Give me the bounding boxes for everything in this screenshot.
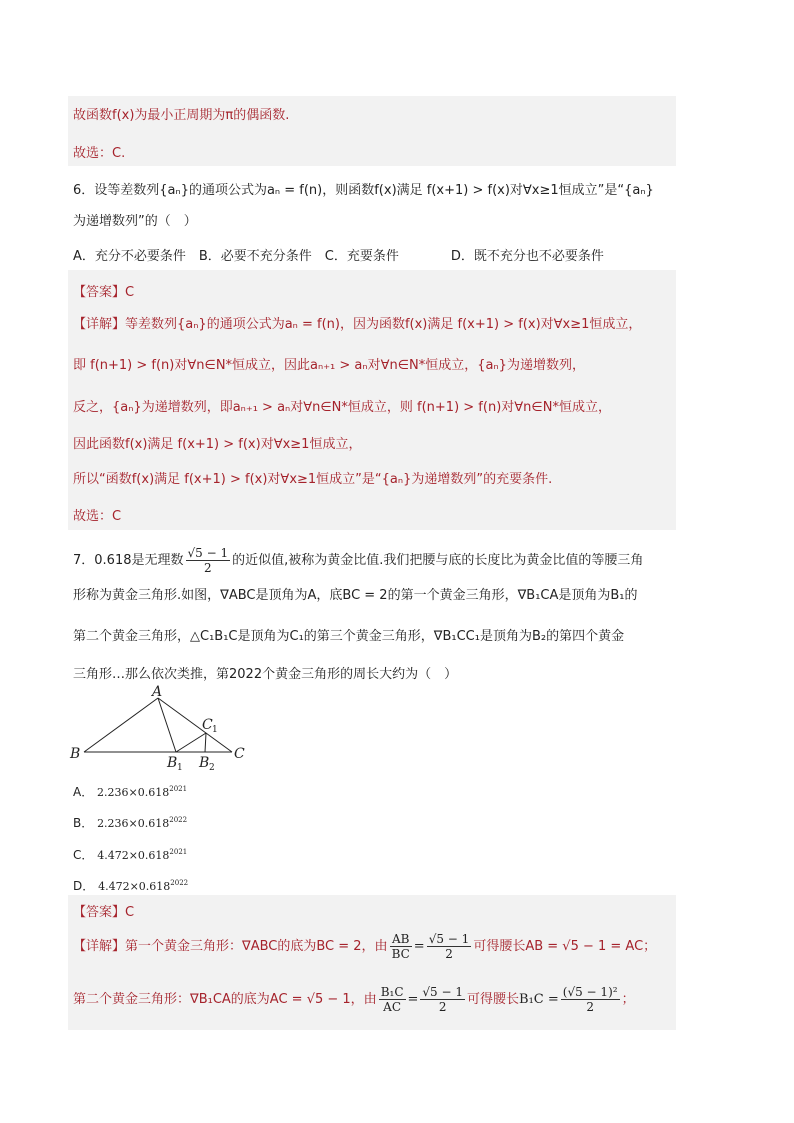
fraction-numerator: √5 − 1	[428, 932, 470, 946]
golden-ratio-fraction	[420, 985, 465, 1014]
solution-choice: 故选：C.	[73, 146, 126, 161]
answer-6-detail-3: 反之，{aₙ}为递增数列，即aₙ₊₁ > aₙ对∀n∈N*恒成立，则 f(n+1) > f(n)对∀n∈N*恒成立，	[73, 400, 611, 415]
vertex-A: A	[152, 684, 163, 700]
option-exponent: 2021	[169, 848, 188, 856]
option-value: 4.472×0.618	[97, 849, 170, 862]
answer-7-detail-2	[73, 980, 635, 1020]
question-7-line1	[73, 545, 643, 577]
fraction-numerator: √5 − 1	[422, 985, 464, 999]
answer-6-detail-6: 故选：C	[73, 509, 122, 524]
question-6-line1: 6．设等差数列{aₙ}的通项公式为aₙ = f(n)，则函数f(x)满足 f(x+1) > f(x)对∀x≥1恒成立”是“{aₙ}	[73, 183, 654, 198]
detail-text: 可得腰长AB = √5 − 1 = AC；	[473, 939, 657, 954]
leg-fraction	[561, 985, 620, 1014]
fraction-numerator: AB	[390, 932, 412, 947]
fraction-denominator: AC	[383, 1000, 402, 1014]
q7-intro: 7．0.618是无理数	[73, 553, 184, 568]
answer-6-detail-4: 因此函数f(x)满足 f(x+1) > f(x)对∀x≥1恒成立，	[73, 437, 362, 452]
equals-sign: =	[413, 939, 425, 954]
side-AC	[158, 698, 232, 752]
detail-text: ；	[621, 992, 635, 1007]
fraction-denominator: 2	[438, 1000, 447, 1014]
answer-7-detail-1	[73, 930, 656, 964]
vertex-B1: B	[167, 755, 178, 771]
fraction-denominator: 2	[586, 1000, 594, 1014]
leg-expression: B₁C =	[519, 992, 559, 1007]
option-label: A．	[73, 785, 94, 799]
detail-text: 可得腰长	[467, 992, 520, 1007]
detail-text: 第二个黄金三角形：∇B₁CA的底为AC = √5 − 1，由	[73, 992, 377, 1007]
vertex-C: C	[234, 746, 245, 762]
option-D	[73, 874, 188, 896]
question-7-line4: 三角形…那么依次类推，第2022个黄金三角形的周长大约为（ ）	[73, 667, 458, 682]
option-value: 4.472×0.618	[98, 880, 171, 893]
fraction-denominator: 2	[203, 561, 212, 575]
vertex-C1-sub: 1	[212, 725, 218, 735]
solution-line: 故函数f(x)为最小正周期为π的偶函数.	[73, 108, 290, 123]
segment-B1C1	[176, 733, 206, 752]
option-value: 2.236×0.618	[97, 817, 170, 830]
option-value: 2.236×0.618	[97, 786, 170, 799]
option-exponent: 2022	[170, 879, 189, 887]
fraction-denominator: BC	[391, 947, 410, 961]
golden-ratio-fraction	[427, 932, 472, 961]
question-7-line3: 第二个黄金三角形，△C₁B₁C是顶角为C₁的第三个黄金三角形，∇B₁CC₁是顶角为B₂的第四个黄金	[73, 629, 625, 644]
fraction-numerator: B₁C	[380, 985, 404, 999]
option-exponent: 2022	[169, 816, 188, 824]
answer-6-detail-1: 【详解】等差数列{aₙ}的通项公式为aₙ = f(n)，因为函数f(x)满足 f(x+1) > f(x)对∀x≥1恒成立，	[73, 317, 642, 332]
golden-ratio-fraction	[186, 546, 231, 575]
vertex-B1-sub: 1	[177, 763, 183, 773]
option-B	[73, 811, 187, 833]
option-label: B．	[73, 816, 94, 830]
segment-AB1	[158, 698, 176, 752]
golden-triangle-figure	[66, 684, 256, 774]
q7-intro-rest: 的近似值,被称为黄金比值.我们把腰与底的长度比为黄金比值的等腰三角	[232, 553, 644, 568]
question-6-options: A．充分不必要条件 B．必要不充分条件 C．充要条件 D．既不充分也不必要条件	[73, 249, 604, 264]
answer-6-detail-2: 即 f(n+1) > f(n)对∀n∈N*恒成立，因此aₙ₊₁ > aₙ对∀n∈N*恒成立，{aₙ}为递增数列，	[73, 358, 585, 373]
answer-6-label: 【答案】C	[73, 285, 135, 300]
side-AB	[84, 698, 158, 752]
vertex-B2: B	[199, 755, 210, 771]
ratio-fraction	[390, 932, 412, 961]
option-label: D．	[73, 879, 95, 893]
vertex-C1: C	[202, 717, 213, 733]
equals-sign: =	[407, 992, 419, 1007]
detail-text: 【详解】第一个黄金三角形：∇ABC的底为BC = 2，由	[73, 939, 388, 954]
answer-7-label: 【答案】C	[73, 905, 135, 920]
question-7-line2: 形称为黄金三角形.如图，∇ABC是顶角为A，底BC = 2的第一个黄金三角形，∇B₁CA是顶角为B₁的	[73, 588, 638, 603]
fraction-numerator: (√5 − 1)²	[562, 985, 618, 999]
fraction-denominator: 2	[445, 947, 453, 961]
option-C	[73, 843, 187, 865]
vertex-B: B	[70, 746, 81, 762]
answer-6-detail-5: 所以“函数f(x)满足 f(x+1) > f(x)对∀x≥1恒成立”是“{aₙ}为递增数列”的充要条件.	[73, 472, 553, 487]
question-6-line2: 为递增数列”的（ ）	[73, 214, 197, 229]
segment-C1B2	[205, 733, 206, 752]
option-label: C．	[73, 848, 94, 862]
option-A	[73, 780, 187, 802]
fraction-numerator: √5 − 1	[187, 546, 229, 560]
ratio-fraction	[379, 985, 406, 1014]
option-exponent: 2021	[169, 785, 188, 793]
vertex-B2-sub: 2	[209, 763, 215, 773]
